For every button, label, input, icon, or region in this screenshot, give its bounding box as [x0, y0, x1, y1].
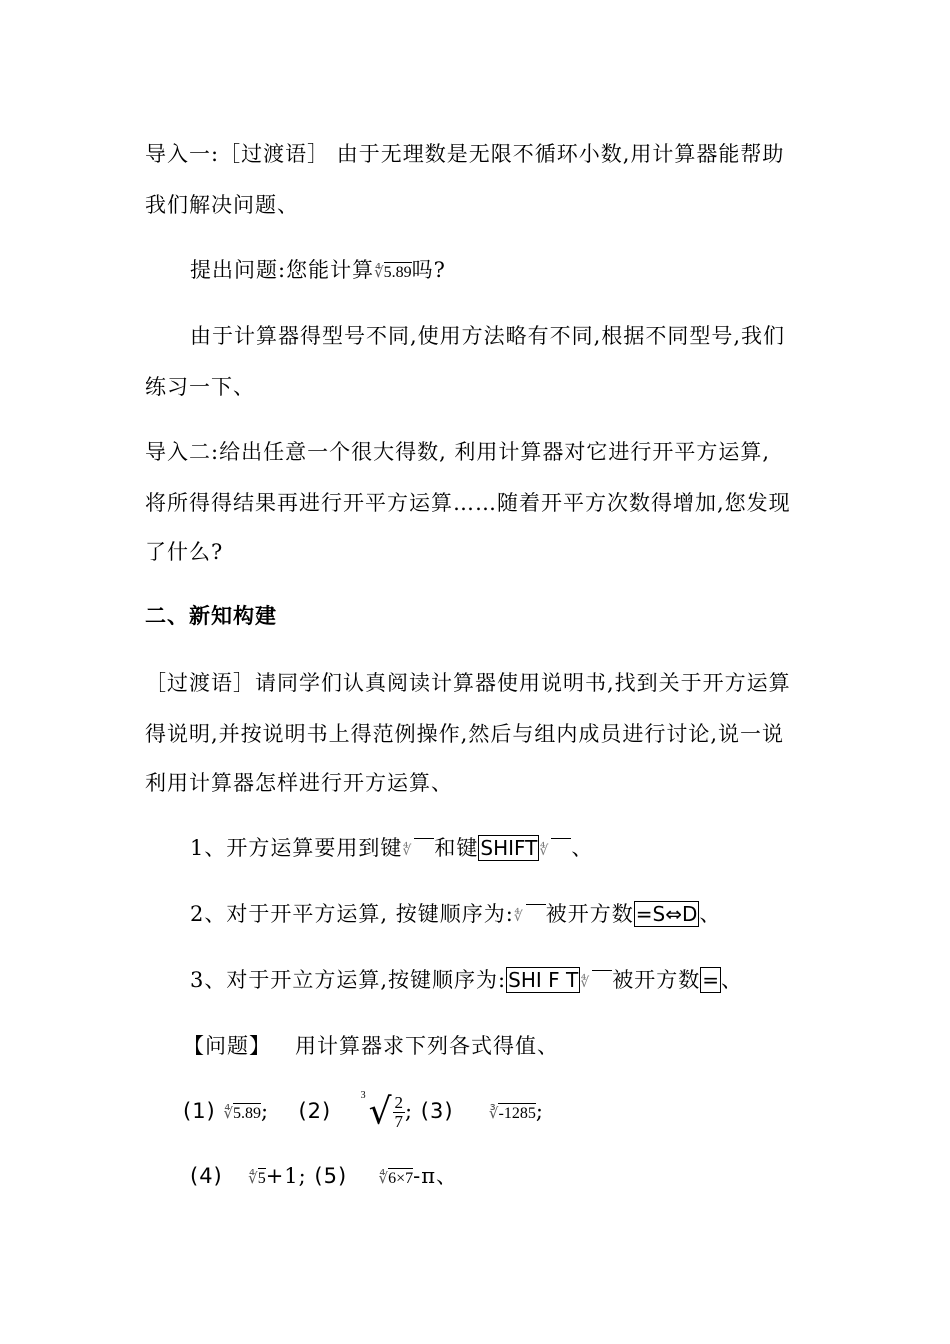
denominator: 7 — [394, 1112, 404, 1131]
problem-label: 【问题】 — [183, 1034, 271, 1058]
radical-icon: ∜ — [378, 1171, 389, 1187]
intro-two-line-3: 了什么? — [145, 540, 224, 564]
shift-key: SHIFT — [480, 836, 538, 860]
step-1-end: 、 — [571, 836, 594, 860]
exercise-3-sep: ; — [535, 1099, 544, 1123]
step-1-text: 1、开方运算要用到键 — [190, 836, 403, 860]
radical-icon: ∜ — [248, 1171, 258, 1187]
question-prefix: 提出问题:您能计算 — [190, 258, 375, 282]
question-suffix: 吗? — [411, 258, 446, 282]
exercise-3-number: (3) — [420, 1099, 454, 1123]
step-2-text: 2、对于开平方运算, 按键顺序为: — [190, 902, 514, 926]
exercise-4-expression: ∜5 — [248, 1170, 266, 1187]
exercise-2-sep: ; — [405, 1099, 414, 1123]
equals-sd-key: =S⇔D — [635, 902, 698, 926]
exercise-5-expression: ∜6×7 — [378, 1170, 414, 1187]
cbrt-key-icon: ∜ — [580, 968, 612, 992]
problem-text: 用计算器求下列各式得值、 — [295, 1034, 559, 1058]
intro-two-line-2: 将所得得结果再进行开平方运算……随着开平方次数得增加,您发现 — [145, 491, 791, 515]
exercise-4-tail: +1; — [265, 1164, 307, 1188]
exercise-1-number: (1) — [183, 1099, 216, 1123]
step-1-and: 和键 — [434, 836, 479, 860]
step-3-radicand: 被开方数 — [612, 968, 701, 992]
exercise-5-number: (5) — [314, 1164, 348, 1188]
step-2-radicand: 被开方数 — [545, 902, 634, 926]
calculator-models-line-2: 练习一下、 — [145, 375, 255, 399]
transition-line-2: 得说明,并按说明书上得范例操作,然后与组内成员进行讨论,说一说 — [145, 722, 785, 746]
step-3-text: 3、对于开立方运算,按键顺序为: — [190, 968, 507, 992]
cbrt-key-icon: ∜ — [539, 836, 571, 860]
exercise-4-number: (4) — [190, 1164, 223, 1188]
radical-icon: ∜ — [374, 265, 384, 281]
radical-icon: ∜ — [223, 1106, 233, 1122]
exercise-row-2 — [190, 1160, 458, 1190]
sqrt-key-icon: ∜ — [402, 836, 434, 860]
radicand: 5.89 — [383, 264, 412, 281]
question-compute-root — [190, 254, 446, 284]
exercise-2-expression — [360, 1090, 405, 1133]
step-3-end: 、 — [720, 968, 743, 992]
exercise-5-tail: -π、 — [413, 1164, 459, 1188]
exercise-2-number: (2) — [298, 1099, 332, 1123]
exercise-1-expression: ∜5.89 — [223, 1105, 261, 1122]
intro-one-line-1: 导入一:［过渡语］ 由于无理数是无限不循环小数,用计算器能帮助 — [145, 142, 785, 166]
step-2 — [190, 898, 721, 928]
exercise-1-sep: ; — [261, 1099, 270, 1123]
transition-line-3: 利用计算器怎样进行开方运算、 — [145, 771, 453, 795]
cube-root-icon: ∛ — [488, 1106, 499, 1122]
step-3 — [190, 964, 743, 994]
section-heading: 二、新知构建 — [145, 604, 277, 628]
shift-key: SHI F T — [508, 968, 579, 992]
exercise-row-1 — [183, 1090, 544, 1133]
equals-key: = — [702, 968, 719, 992]
intro-two-line-1: 导入二:给出任意一个很大得数, 利用计算器对它进行开平方运算, — [145, 440, 771, 464]
radical-icon: √ — [368, 1091, 393, 1133]
cube-index: 3 — [360, 1090, 367, 1101]
fraction — [393, 1094, 406, 1131]
radical-expression — [374, 263, 412, 282]
numerator: 2 — [394, 1093, 404, 1112]
intro-one-line-2: 我们解决问题、 — [145, 193, 299, 217]
step-1 — [190, 832, 593, 862]
transition-line-1: ［过渡语］请同学们认真阅读计算器使用说明书,找到关于开方运算 — [145, 671, 791, 695]
exercise-3-expression: ∛-1285 — [488, 1105, 536, 1122]
calculator-models-line-1: 由于计算器得型号不同,使用方法略有不同,根据不同型号,我们 — [190, 324, 786, 348]
sqrt-key-icon: ∜ — [514, 902, 546, 926]
problem-statement — [183, 1030, 559, 1060]
step-2-end: 、 — [699, 902, 722, 926]
